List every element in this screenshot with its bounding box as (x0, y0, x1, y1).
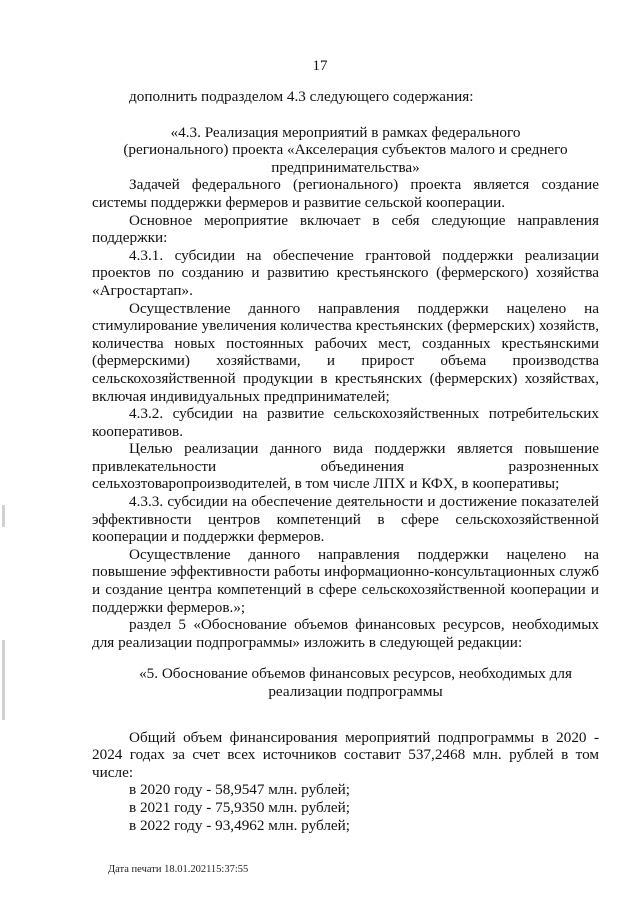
year-line: в 2020 году - 58,9547 млн. рублей; (129, 781, 350, 799)
paragraph: Осуществление данного направления поддержки нацелено на повышение эффективности работы информационно-консультационных служб и создание центра компетенций в сфере сельскохозяйственной кооперации и поддержки фермеров.»; (92, 545, 599, 616)
paragraph: 4.3.2. субсидии на развитие сельскохозяйственных потребительских кооперативов. (92, 405, 599, 440)
paragraph: 4.3.1. субсидии на обеспечение грантовой поддержки реализации проектов по созданию и развитию крестьянского (фермерского) хозяйства «Агростартап». (92, 246, 599, 299)
year-line: в 2021 году - 75,9350 млн. рублей; (129, 798, 350, 816)
paragraph: Целью реализации данного вида поддержки является повышение привлекательности объединения разрозненных сельхозтоваропроизводителей, в том числе ЛПХ и КФХ, в кооперативы; (92, 440, 599, 493)
paragraph: Задачей федерального (регионального) проекта является создание системы поддержки фермеров и развитие сельской кооперации. (92, 176, 599, 211)
year-line: в 2022 году - 93,4962 млн. рублей; (129, 816, 350, 834)
paragraph: раздел 5 «Обоснование объемов финансовых ресурсов, необходимых для реализации подпрограммы» изложить в следующей редакции: (92, 616, 599, 651)
financing-paragraph: Общий объем финансирования мероприятий подпрограммы в 2020 - 2024 годах за счет всех источников составит 537,2468 млн. рублей в том числе: (92, 728, 599, 781)
page-number: 17 (312, 58, 328, 74)
section-4-3-title: «4.3. Реализация мероприятий в рамках федерального (регионального) проекта «Акселерация субъектов малого и среднего предпринимательства» (123, 123, 568, 176)
paragraph: Осуществление данного направления поддержки нацелено на стимулирование увеличения количества крестьянских (фермерских) хозяйств, количества новых постоянных рабочих мест, созданных крестьянскими (фермерскими) хозяйствами, и прирост объема производства сельскохозяйственной продукции в крестьянских (фермерских) хозяйствах, включая индивидуальных предпринимателей; (92, 299, 599, 405)
intro-paragraph: дополнить подразделом 4.3 следующего содержания: (129, 88, 474, 105)
print-date-footer: Дата печати 18.01.202115:37:55 (108, 864, 249, 875)
margin-mark (2, 640, 5, 720)
document-body (92, 88, 599, 834)
paragraph: Основное мероприятие включает в себя следующие направления поддержки: (92, 211, 599, 247)
section-5-title: «5. Обоснование объемов финансовых ресурсов, необходимых для реализации подпрограммы (139, 665, 572, 700)
paragraph: 4.3.3. субсидии на обеспечение деятельности и достижение показателей эффективности центров компетенций в сфере сельскохозяйственной кооперации и поддержки фермеров. (92, 493, 599, 546)
margin-mark (2, 505, 5, 527)
